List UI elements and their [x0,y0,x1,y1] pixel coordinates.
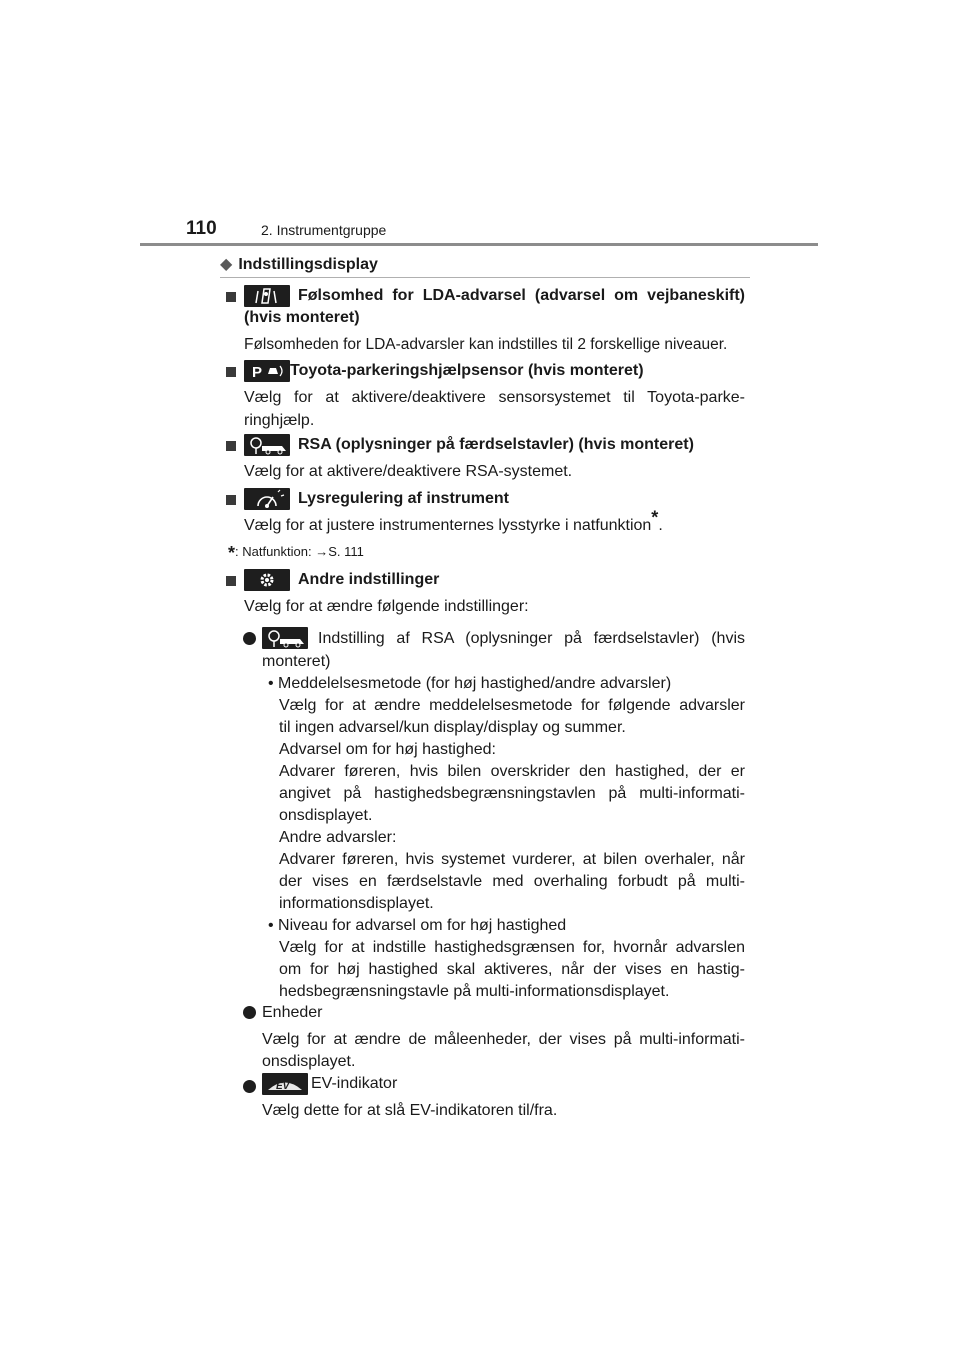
page-header [0,0,960,250]
rsa-settings-text: om for høj hastighed skal aktiveres, når der vises en hastig- [279,961,745,978]
gear-icon [244,569,290,591]
ev-icon-label: EV [276,1081,290,1092]
rsa-icon [244,434,290,456]
rsa-title: RSA (oplysninger på færdselstavler) (hvis monteret) [298,436,694,453]
rsa-settings-text: Andre advarsler: [279,829,397,846]
rsa-settings-text: Vælg for at indstille hastighedsgrænsen for, hvornår advarslen [279,939,745,956]
instrument-light-icon [244,488,290,510]
lda-icon [244,285,290,307]
rsa-icon [262,627,308,649]
section-divider [220,277,750,278]
rsa-settings-title-line-1: Indstilling af RSA (oplysninger på færdselstavler) (hvis [318,630,745,647]
header-divider [140,243,818,246]
square-bullet-icon [226,367,236,377]
other-body: Vælg for at ændre følgende indstillinger: [244,598,529,615]
rsa-settings-text: hedsbegrænsningstavle på multi-informationsdisplayet. [279,983,670,1000]
units-title: Enheder [262,1004,323,1021]
footnote-star: * [228,543,236,563]
ev-body: Vælg dette for at slå EV-indikatoren til/fra. [262,1102,558,1119]
light-title: Lysregulering af instrument [298,490,509,507]
rsa-settings-bullet-1: • Meddelelsesmetode (for høj hastighed/andre advarsler) [268,675,672,692]
rsa-settings-text: Advarer føreren, hvis bilen overskrider den hastighed, der er [279,763,745,780]
rsa-body: Vælg for at aktivere/deaktivere RSA-systemet. [244,463,573,480]
rsa-settings-text: onsdisplayet. [279,807,373,824]
lda-title-line-1: Følsomhed for LDA-advarsel (advarsel om vejbaneskift) [298,287,745,304]
square-bullet-icon [226,441,236,451]
ev-title: EV-indikator [311,1075,398,1092]
rsa-settings-text: til ingen advarsel/kun display/display og summer. [279,719,626,736]
parking-sensor-icon [244,360,290,382]
section-title: ◆ Indstillingsdisplay [220,256,378,273]
units-body-line-1: Vælg for at ændre de måleenheder, der vises på multi-informati- [262,1031,745,1048]
square-bullet-icon [226,495,236,505]
parking-title: Toyota-parkeringshjælpsensor (hvis monteret) [290,362,644,379]
rsa-settings-text: der vises en færdselstavle med overhaling forbudt på multi- [279,873,745,890]
svg-text:P: P [252,364,263,381]
round-bullet-icon [243,1080,256,1093]
footnote [228,543,364,564]
square-bullet-icon [226,292,236,302]
round-bullet-icon [243,1006,256,1019]
parking-body-line-1: Vælg for at aktivere/deaktivere sensorsystemet til Toyota-parke- [244,389,745,406]
round-bullet-icon [243,632,256,645]
lda-body: Følsomheden for LDA-advarsler kan indstilles til 2 forskellige niveauer. [244,336,728,353]
chapter-title: 2. Instrumentgruppe [261,222,387,238]
other-title: Andre indstillinger [298,571,440,588]
footnote-marker: * [651,507,659,528]
light-body: Vælg for at justere instrumenternes lysstyrke i natfunktion*. [244,507,663,534]
rsa-settings-text: Vælg for at ændre meddelelsesmetode for følgende advarsler [279,697,745,714]
rsa-settings-text: informationsdisplayet. [279,895,434,912]
ev-indicator-icon [262,1073,308,1095]
rsa-settings-text: angivet på hastighedsbegrænsningstavlen på multi-informati- [279,785,745,802]
rsa-settings-bullet-2: • Niveau for advarsel om for høj hastighed [268,917,567,934]
parking-body-line-2: ringhjælp. [244,412,315,429]
lda-title-line-2: (hvis monteret) [244,309,360,326]
rsa-settings-text: Advarsel om for høj hastighed: [279,741,496,758]
page-number: 110 [186,218,217,239]
diamond-icon: ◆ [220,256,233,273]
rsa-settings-title-line-2: monteret) [262,653,331,670]
rsa-settings-text: Advarer føreren, hvis systemet vurderer, at bilen overhaler, når [279,851,745,868]
square-bullet-icon [226,576,236,586]
units-body-line-2: onsdisplayet. [262,1053,356,1070]
footnote-text: : Natfunktion: →S. 111 [235,544,364,559]
